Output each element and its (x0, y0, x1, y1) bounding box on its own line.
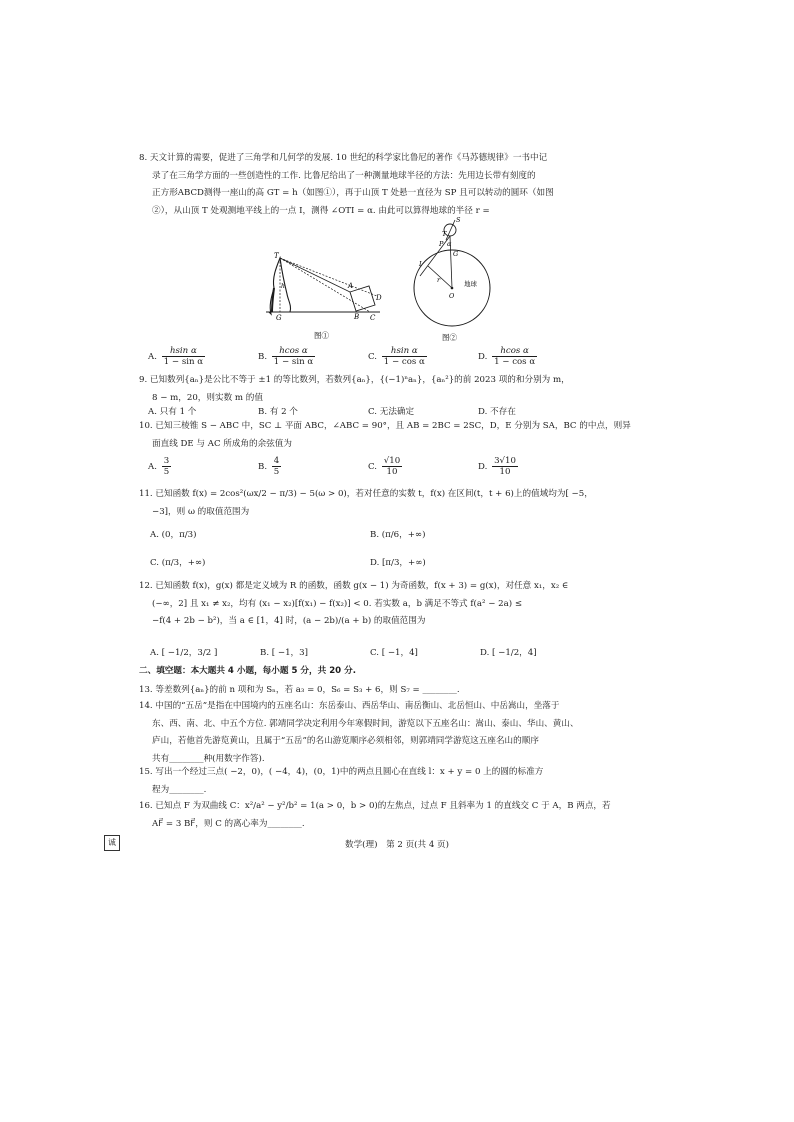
q10-option-b: B. $\frac{4}{5}$ (258, 456, 280, 477)
q9-option-c: C. 无法确定 (368, 407, 415, 417)
q9-option-a: A. 只有 1 个 (148, 407, 197, 417)
question-11 (139, 486, 664, 521)
center-point-O (451, 287, 454, 290)
q9-option-d: D. 不存在 (478, 407, 516, 417)
q8-option-d: D. $\frac{\text{hcos α}}{\text{1 − cos α}}$ (478, 346, 536, 367)
figure-1-caption: 图① (314, 331, 329, 340)
q8-options (148, 346, 668, 370)
q16-line-2: AF⃗ = 3 BF⃗，则 C 的离心率为________. (152, 818, 305, 829)
q8-line-2: 录了在三角学方面的一些创造性的工作. 比鲁尼给出了一种测量地球半径的方法：先用边长带有刻度的 (152, 170, 536, 181)
question-14 (139, 698, 664, 768)
q10-option-c: C. $\frac{√10}{10}$ (368, 456, 401, 477)
section-2-heading: 二、填空题：本大题共 4 小题，每小题 5 分，共 20 分. (139, 666, 357, 676)
q11-line-2: −3]，则 ω 的取值范围为 (152, 506, 250, 517)
q12-option-d: D. [ −1/2，4] (480, 648, 537, 658)
page-footer: 数学(理) 第 2 页(共 4 页) (344, 840, 450, 850)
sight-line-TD (280, 258, 377, 296)
question-10 (139, 418, 664, 453)
label-T: T (442, 230, 447, 238)
figure-2-caption: 图② (442, 333, 457, 342)
q8-line-3: 正方形ABCD测得一座山的高 GT = h（如图①），再于山顶 T 处悬一直径为 SP 且可以转动的圆环（如图 (152, 188, 554, 199)
q8-option-b: B. $\frac{\text{hcos α}}{\text{1 − sin α}}$ (258, 346, 314, 367)
label-B: B (354, 313, 360, 321)
q9-line-1: 9. 已知数列{aₙ}是公比不等于 ±1 的等比数列，若数列{aₙ}，{(−1)ⁿaₙ}，{aₙ²}的前 2023 项的和分别为 m， (139, 375, 570, 385)
q12-option-b: B. [ −1，3] (260, 648, 308, 658)
q8-line-4: ②），从山顶 T 处观测地平线上的一点 I，测得 ∠OTI = α. 由此可以算得地球的半径 r = (152, 205, 490, 216)
diameter-SP (446, 220, 455, 240)
figure-1-mountain-diagram (262, 250, 392, 342)
q11-option-d: D. [π/3，+∞) (370, 558, 426, 568)
q12-options (150, 646, 670, 660)
question-16 (139, 798, 664, 833)
q14-line-3: 庐山，若他首先游览黄山，且属于“五岳”的名山游览顺序必须相邻，则郭靖同学游览这五座名山的顺序 (152, 736, 539, 747)
question-13 (139, 682, 664, 700)
q11-option-a: A. (0，π/3) (150, 530, 197, 540)
q12-line-1: 12. 已知函数 f(x)，g(x) 都是定义域为 R 的函数，函数 g(x − 1) 为奇函数，f(x + 3) = g(x)，对任意 x₁，x₂ ∈ (139, 581, 569, 591)
question-12 (139, 578, 664, 631)
label-alpha: α (447, 240, 452, 248)
label-P: P (439, 240, 444, 248)
q12-option-c: C. [ −1，4] (370, 648, 418, 658)
label-G: G (453, 250, 459, 258)
q12-option-a: A. [ −1/2，3/2 ] (150, 648, 218, 658)
q11-option-b: B. (π/6，+∞) (370, 530, 426, 540)
question-8 (139, 150, 664, 220)
q8-line-1: 8. 天文计算的需要，促进了三角学和几何学的发展. 10 世纪的科学家比鲁尼的著作《马苏德规律》一书中记 (139, 153, 548, 163)
q12-line-2: (−∞，2] 且 x₁ ≠ x₂，均有 (x₁ − x₂)[f(x₁) − f(x₂)] < 0. 若实数 a，b 满足不等式 f(a² − 2a) ≤ (152, 598, 523, 609)
q15-line-1: 15. 写出一个经过三点( −2，0)，( −4，4)，(0，1)中的两点且圆心在直线 l：x + y = 0 上的圆的标准方 (139, 767, 544, 777)
figure-2-earth-diagram (406, 214, 516, 344)
label-h: h (281, 283, 285, 290)
q14-line-2: 东、西、南、北、中五个方位. 郭靖同学决定利用今年寒假时间，游览以下五座名山：嵩山、泰山、华山、黄山、 (152, 718, 579, 729)
q11-option-c: C. (π/3，+∞) (150, 558, 206, 568)
q12-line-3: −f(4 + 2b − b²)，当 a ∈ [1，4] 时，(a − 2b)/(a + b) 的取值范围为 (152, 616, 426, 627)
q14-line-4: 共有________种(用数字作答). (152, 753, 265, 764)
label-G: G (276, 314, 282, 322)
label-D: D (376, 294, 382, 302)
question-9 (139, 372, 664, 407)
corner-mark: 诚 (104, 835, 120, 851)
q16-line-1: 16. 已知点 F 为双曲线 C：x²/a² − y²/b² = 1(a > 0，b > 0)的左焦点，过点 F 且斜率为 1 的直线交 C 于 A，B 两点，若 (139, 801, 611, 811)
q10-line-2: 面直线 DE 与 AC 所成角的余弦值为 (152, 438, 292, 449)
q10-options (148, 456, 668, 480)
label-r: r (437, 276, 441, 284)
label-O: O (449, 292, 455, 300)
label-T: T (274, 252, 279, 260)
question-15 (139, 764, 664, 799)
label-I: I (419, 260, 422, 268)
sight-line-TA (280, 258, 350, 292)
q13-line-1: 13. 等差数列{aₙ}的前 n 项和为 Sₙ，若 a₃ = 0，S₆ = S₃ + 6，则 S₇ = ________. (139, 685, 460, 695)
sight-line-TC (280, 258, 370, 312)
q15-line-2: 程为________. (152, 784, 207, 795)
q10-option-d: D. $\frac{3√10}{10}$ (478, 456, 516, 477)
q9-options (148, 405, 668, 419)
q8-option-c: C. $\frac{\text{hsin α}}{\text{1 − cos α}}$ (368, 346, 425, 367)
q14-line-1: 14. 中国的“五岳”是指在中国境内的五座名山：东岳泰山、西岳华山、南岳衡山、北岳恒山、中岳嵩山，坐落于 (139, 701, 560, 711)
q8-option-a: A. $\frac{\text{hsin α}}{\text{1 − sin α}}$ (148, 346, 204, 367)
q10-option-a: A. $\frac{3}{5}$ (148, 456, 170, 477)
label-earth: 地球 (464, 280, 477, 288)
q11-line-1: 11. 已知函数 f(x) = 2cos²(ωx/2 − π/3) − 5(ω > 0)，若对任意的实数 t，f(x) 在区间(t，t + 6)上的值域均为[ −5， (139, 489, 593, 499)
label-S: S (456, 216, 461, 224)
label-A: A (348, 282, 354, 290)
q9-option-b: B. 有 2 个 (258, 407, 298, 417)
q10-line-1: 10. 已知三棱锥 S − ABC 中，SC ⊥ 平面 ABC，∠ABC = 90°，且 AB = 2BC = 2SC，D，E 分别为 SA，BC 的中点，则异 (139, 421, 631, 431)
q11-options (150, 528, 590, 574)
q9-line-2: 8 − m，20，则实数 m 的值 (152, 392, 263, 403)
tangent-line-TI (420, 236, 450, 276)
label-C: C (370, 314, 376, 322)
